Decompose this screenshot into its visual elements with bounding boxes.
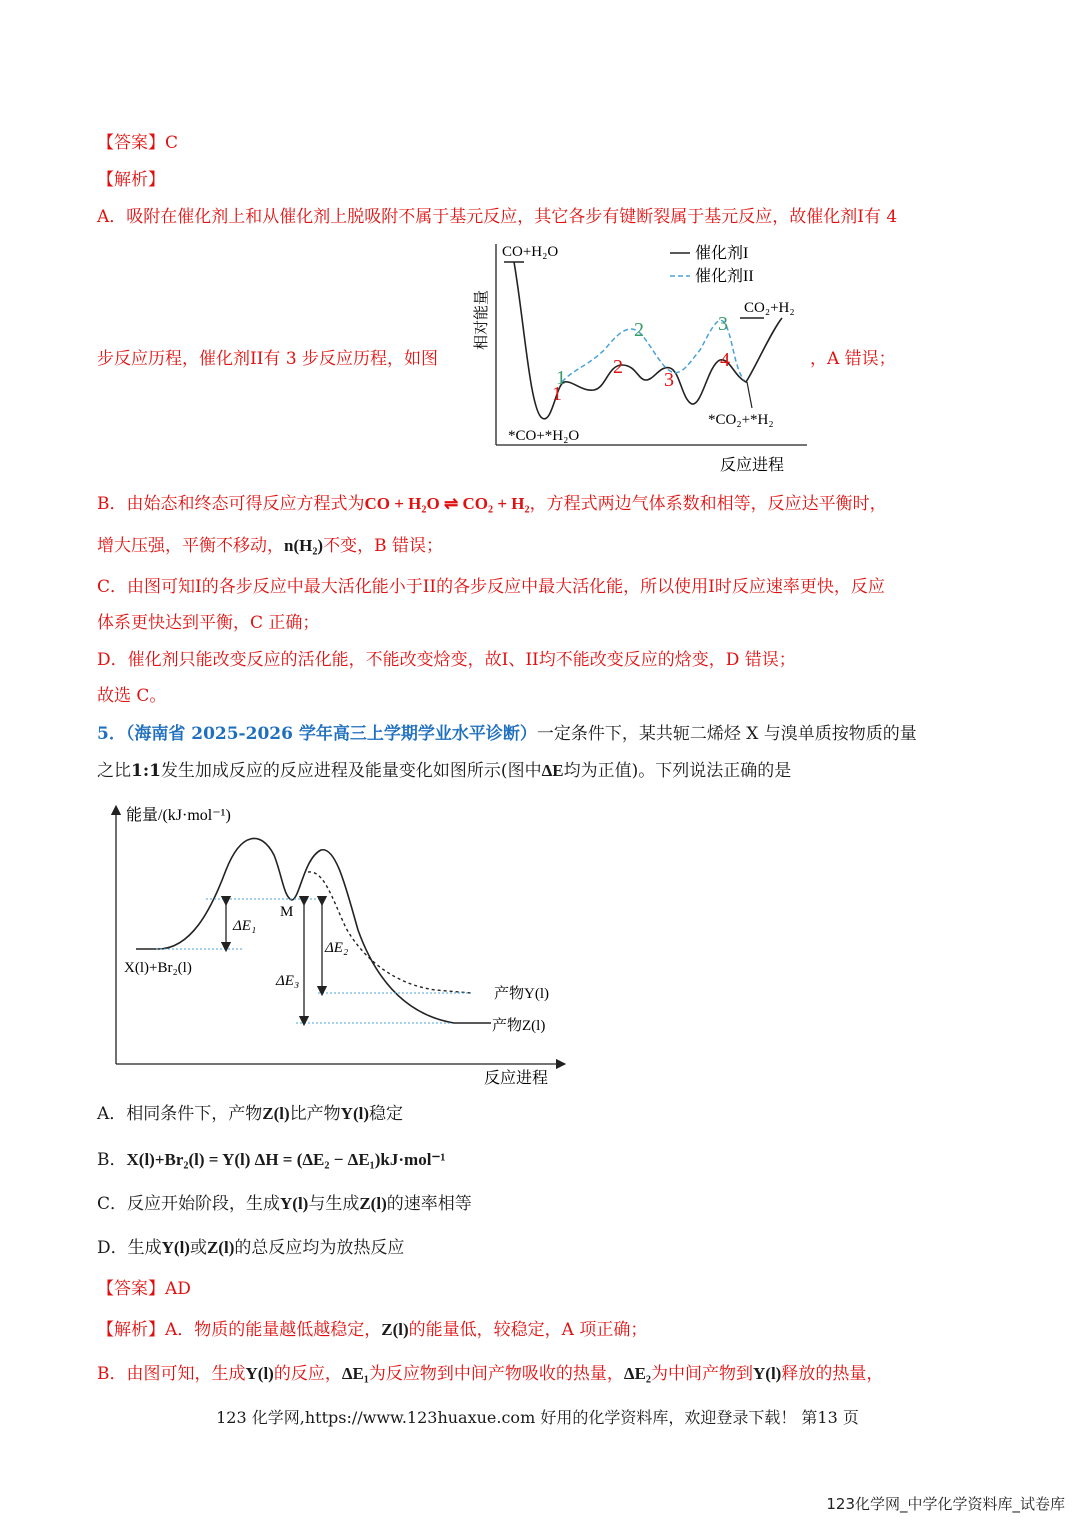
anab-e2: ΔE₂ bbox=[623, 1364, 652, 1383]
opt-a-pre: A．相同条件下，产物 bbox=[97, 1104, 263, 1124]
label-reactant: X(l)+Br₂(l) bbox=[124, 960, 192, 976]
opt-c-pre: C．反应开始阶段，生成 bbox=[97, 1194, 281, 1214]
analysis-line-b2 bbox=[97, 533, 443, 559]
opt-a-z: Z(l) bbox=[262, 1104, 290, 1123]
q5-text-2-mid: 发生加成反应的反应进程及能量变化如图所示(图中 bbox=[160, 761, 542, 781]
b2-post: 不变，B 错误； bbox=[323, 536, 444, 556]
analysis-line-a2-pre: 步反应历程，催化剂II有 3 步反应历程，如图 bbox=[97, 349, 439, 369]
option-b bbox=[97, 1147, 446, 1173]
analysis-line-a2-post: ，A 错误； bbox=[810, 349, 896, 369]
analysis-line-c1: C．由图可知I的各步反应中最大活化能小于II的各步反应中最大活化能，所以使用I时反应速率更快，反应 bbox=[97, 577, 885, 597]
opt-d-post: 的总反应均为放热反应 bbox=[234, 1238, 405, 1258]
ana2-label: 【解析】 bbox=[97, 1320, 165, 1340]
fig2-xlabel: 反应进程 bbox=[483, 1070, 549, 1087]
fig1-end-label: CO₂+H₂ bbox=[744, 300, 795, 316]
site-watermark: 123化学网_中学化学资料库_试卷库 bbox=[826, 1495, 1065, 1513]
red-mark-4: 4 bbox=[720, 349, 730, 371]
fig1-ads-end: *CO₂+*H₂ bbox=[708, 412, 774, 428]
q5-text-2-post: 均为正值)。下列说法正确的是 bbox=[563, 761, 792, 781]
opt-a-post: 稳定 bbox=[369, 1104, 403, 1124]
curve-to-z bbox=[136, 838, 491, 1023]
analysis-line-c2: 体系更快达到平衡，C 正确； bbox=[97, 613, 320, 633]
opt-d-z: Z(l) bbox=[206, 1238, 235, 1257]
fig1-xlabel: 反应进程 bbox=[719, 457, 785, 474]
fig2-ylabel: 能量/(kJ·mol⁻¹) bbox=[126, 807, 231, 824]
analysis-label-1: 【解析】 bbox=[97, 170, 165, 190]
analysis-2-line-b bbox=[97, 1361, 883, 1387]
opt-b-equation: X(l)+Br₂(l) = Y(l) ΔH = (ΔE₂ − ΔE₁)kJ·mol⁻¹ bbox=[126, 1150, 446, 1169]
option-d bbox=[97, 1235, 404, 1261]
q5-text-2-pre: 之比 bbox=[97, 761, 131, 781]
answer-2: 【答案】AD bbox=[97, 1279, 191, 1299]
b2-equation: n(H₂) bbox=[284, 536, 324, 555]
ana2-pre: A．物质的能量越低越稳定， bbox=[165, 1320, 382, 1340]
analysis-line-d: D．催化剂只能改变反应的活化能，不能改变焓变，故I、II均不能改变反应的焓变，D 错误； bbox=[97, 650, 796, 670]
addition-energy-figure bbox=[96, 800, 576, 1092]
catalyst-2-curve bbox=[562, 320, 744, 382]
q5-delta-e: ΔE bbox=[541, 761, 564, 780]
opt-d-mid: 或 bbox=[189, 1238, 207, 1258]
label-de1: ΔE₁ bbox=[233, 918, 257, 934]
q5-text-1: 一定条件下，某共轭二烯烃 X 与溴单质按物质的量 bbox=[536, 724, 917, 744]
green-mark-3: 3 bbox=[718, 313, 728, 335]
anab-y: Y(l) bbox=[245, 1364, 274, 1383]
opt-c-mid: 与生成 bbox=[308, 1194, 360, 1214]
ana2-z: Z(l) bbox=[381, 1320, 409, 1339]
catalyst-energy-figure bbox=[472, 240, 817, 478]
anab-e1: ΔE₁ bbox=[341, 1364, 369, 1383]
b2-pre: 增大压强，平衡不移动， bbox=[97, 536, 284, 556]
b1-pre: B．由始态和终态可得反应方程式为 bbox=[97, 494, 365, 514]
opt-c-z: Z(l) bbox=[359, 1194, 387, 1213]
red-mark-3: 3 bbox=[664, 369, 674, 391]
label-product-y: 产物Y(l) bbox=[494, 986, 549, 1002]
answer-1: 【答案】C bbox=[97, 133, 179, 153]
anab-mid3: 为中间产物到 bbox=[651, 1364, 754, 1384]
opt-d-pre: D．生成 bbox=[97, 1238, 162, 1258]
fig1-ads-end-pointer bbox=[747, 382, 752, 408]
green-mark-2: 2 bbox=[634, 319, 644, 341]
ana2-post: 的能量低，较稳定，A 项正确； bbox=[408, 1320, 648, 1340]
question-5-line-2 bbox=[97, 758, 791, 784]
opt-a-mid: 比产物 bbox=[289, 1104, 341, 1124]
fig1-start-label: CO+H₂O bbox=[502, 244, 559, 260]
fig1-ads-start: *CO+*H₂O bbox=[508, 428, 580, 444]
option-a bbox=[97, 1101, 403, 1127]
legend-1-label: 催化剂I bbox=[695, 245, 749, 262]
opt-d-y: Y(l) bbox=[161, 1238, 190, 1257]
option-c bbox=[97, 1191, 472, 1217]
choose-c: 故选 C。 bbox=[97, 686, 167, 706]
fig1-ylabel: 相对能量 bbox=[474, 289, 490, 351]
legend-2-label: 催化剂II bbox=[695, 268, 754, 285]
red-mark-1: 1 bbox=[552, 383, 562, 405]
label-product-z: 产物Z(l) bbox=[492, 1018, 546, 1034]
opt-a-y: Y(l) bbox=[340, 1104, 369, 1123]
anab-y2: Y(l) bbox=[753, 1364, 782, 1383]
anab-mid2: 为反应物到中间产物吸收的热量， bbox=[368, 1364, 624, 1384]
anab-pre: B．由图可知，生成 bbox=[97, 1364, 246, 1384]
anab-post: 释放的热量， bbox=[781, 1364, 884, 1384]
label-m: M bbox=[280, 904, 294, 920]
opt-c-post: 的速率相等 bbox=[386, 1194, 472, 1214]
analysis-line-a1: A．吸附在催化剂上和从催化剂上脱吸附不属于基元反应，其它各步有键断裂属于基元反应，故催化剂I有 4 bbox=[97, 207, 898, 227]
opt-c-y: Y(l) bbox=[280, 1194, 309, 1213]
page-footer: 123 化学网,https://www.123huaxue.com 好用的化学资料库，欢迎登录下载！ 第13 页 bbox=[216, 1408, 859, 1427]
b1-post: ，方程式两边气体系数和相等，反应达平衡时， bbox=[529, 494, 887, 514]
anab-mid1: 的反应， bbox=[273, 1364, 342, 1384]
label-de3: ΔE₃ bbox=[276, 973, 300, 989]
q5-ratio: 1:1 bbox=[131, 761, 161, 781]
curve-to-y bbox=[308, 872, 471, 993]
red-mark-2: 2 bbox=[613, 356, 623, 378]
analysis-2-line-a bbox=[97, 1317, 647, 1343]
green-mark-1: 1 bbox=[556, 367, 566, 389]
q5-source: 5．（海南省 2025-2026 学年高三上学期学业水平诊断） bbox=[97, 724, 537, 744]
label-de2: ΔE₂ bbox=[325, 940, 349, 956]
opt-b-pre: B． bbox=[97, 1150, 127, 1170]
b1-equation: CO + H₂O ⇌ CO₂ + H₂ bbox=[364, 494, 530, 513]
question-5-line-1 bbox=[97, 721, 917, 747]
analysis-line-b1 bbox=[97, 491, 887, 517]
